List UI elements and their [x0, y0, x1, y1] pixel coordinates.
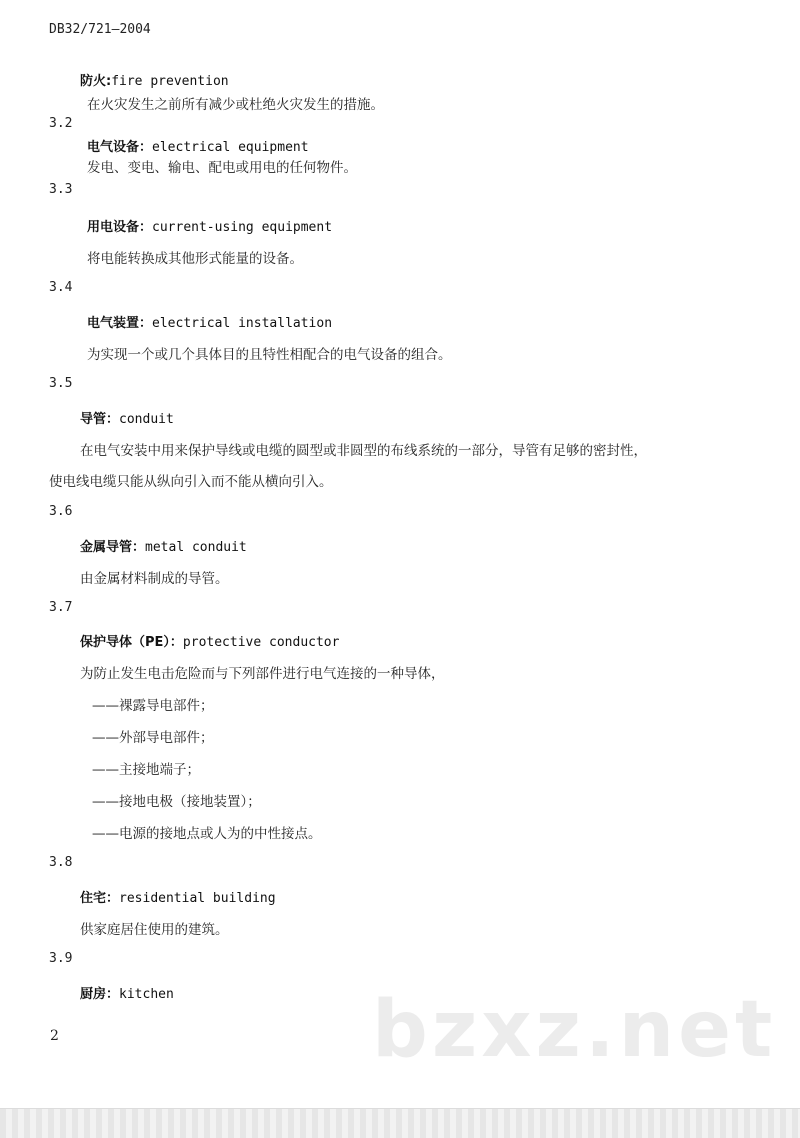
term-cn: 电气设备：	[87, 140, 153, 155]
page-number: 2	[50, 1028, 59, 1044]
clause-number: 3.6	[49, 504, 73, 519]
list-item: ——电源的接地点或人为的中性接点。	[92, 826, 322, 842]
term-protective-conductor	[80, 631, 339, 650]
term-en: fire prevention	[111, 74, 229, 89]
definition: 为实现一个或几个具体目的且特性相配合的电气设备的组合。	[87, 347, 452, 363]
definition: 发电、变电、输电、配电或用电的任何物件。	[87, 160, 357, 176]
term-en: conduit	[119, 412, 174, 427]
definition: 为防止发生电击危险而与下列部件进行电气连接的一种导体，	[80, 666, 445, 682]
clause-number: 3.3	[49, 182, 73, 197]
term-electrical-installation	[87, 312, 332, 331]
term-cn: 保护导体（PE）：	[80, 635, 183, 650]
clause-number: 3.9	[49, 951, 73, 966]
watermark: bzxz.net	[372, 985, 777, 1075]
term-en: current-using equipment	[152, 220, 333, 235]
definition-continued: 使电线电缆只能从纵向引入而不能从横向引入。	[49, 474, 333, 490]
term-current-using-equipment	[87, 216, 332, 235]
definition: 将电能转换成其他形式能量的设备。	[87, 251, 303, 267]
term-cn: 金属导管：	[80, 540, 146, 555]
term-en: electrical equipment	[152, 140, 309, 155]
list-item: ——裸露导电部件；	[92, 698, 214, 714]
term-kitchen	[80, 983, 174, 1002]
definition: 由金属材料制成的导管。	[80, 571, 229, 587]
clause-number: 3.4	[49, 280, 73, 295]
term-conduit	[80, 408, 174, 427]
term-en: residential building	[119, 891, 276, 906]
clause-number: 3.8	[49, 855, 73, 870]
list-item: ——外部导电部件；	[92, 730, 214, 746]
term-cn: 用电设备：	[87, 220, 153, 235]
term-metal-conduit	[80, 536, 247, 555]
term-en: metal conduit	[145, 540, 247, 555]
clause-number: 3.5	[49, 376, 73, 391]
definition: 在电气安装中用来保护导线或电缆的圆型或非圆型的布线系统的一部分，导管有足够的密封性，	[80, 443, 647, 459]
document-code: DB32/721—2004	[49, 22, 151, 37]
clause-number: 3.2	[49, 116, 73, 131]
definition: 在火灾发生之前所有减少或杜绝火灾发生的措施。	[87, 97, 384, 113]
term-cn: 电气装置：	[87, 316, 153, 331]
definition: 供家庭居住使用的建筑。	[80, 922, 229, 938]
term-residential-building	[80, 887, 276, 906]
term-electrical-equipment	[87, 136, 309, 155]
page-bottom-border	[0, 1108, 800, 1138]
term-cn: 住宅：	[80, 891, 120, 906]
term-fire-prevention	[80, 70, 229, 89]
term-cn: 厨房：	[80, 987, 120, 1002]
term-en: protective conductor	[182, 635, 340, 650]
clause-number: 3.7	[49, 600, 73, 615]
term-en: electrical installation	[152, 316, 333, 331]
term-en: kitchen	[119, 987, 174, 1002]
term-cn: 导管：	[80, 412, 120, 427]
list-item: ——接地电极（接地装置）；	[92, 794, 261, 810]
term-cn: 防火:	[80, 74, 112, 89]
list-item: ——主接地端子；	[92, 762, 200, 778]
